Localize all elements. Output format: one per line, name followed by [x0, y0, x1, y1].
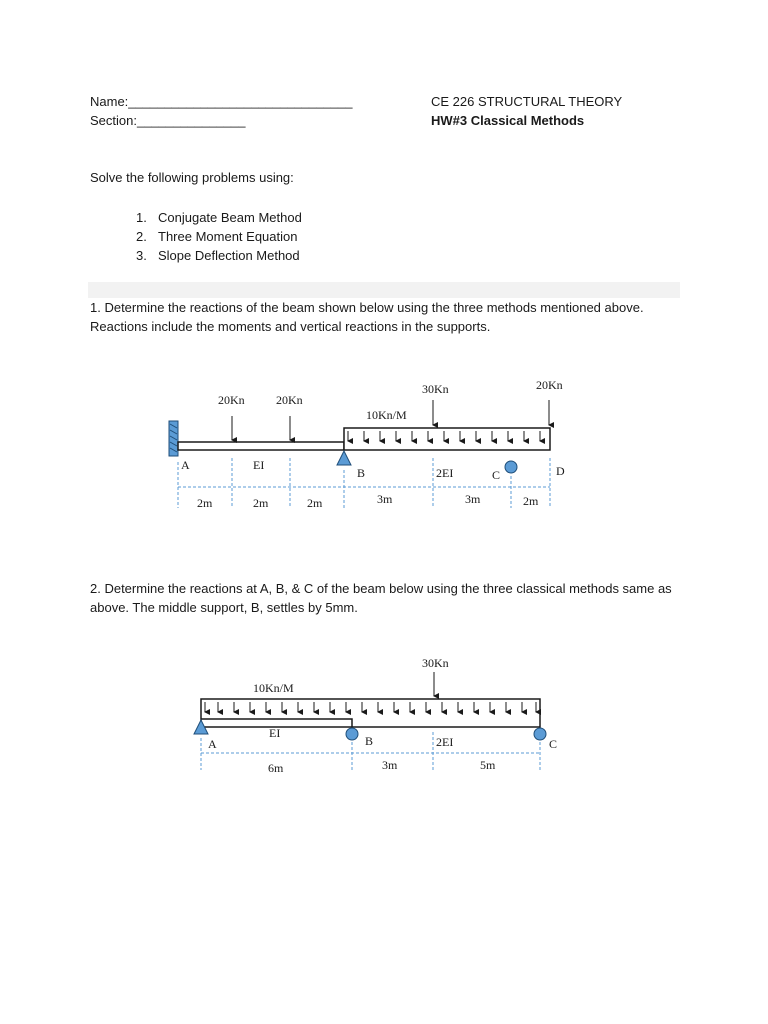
- load-label: 20Kn: [536, 378, 563, 392]
- roller-support-c-icon: [534, 728, 546, 740]
- roller-support-b-icon: [346, 728, 358, 740]
- span-label: 3m: [465, 492, 481, 506]
- problem2-text: 2. Determine the reactions at A, B, & C of the beam below using the three classical methods same as above. The middle support, B, settles by 5mm.: [90, 581, 672, 615]
- pin-support-b-icon: [337, 451, 351, 465]
- span-label: 2m: [253, 496, 269, 510]
- support-label-c: C: [492, 468, 501, 482]
- load-label: 30Kn: [422, 656, 449, 670]
- stiffness-label: 2EI: [436, 466, 454, 480]
- course-title: CE 226 STRUCTURAL THEORY: [431, 94, 623, 109]
- support-label-a: A: [181, 458, 190, 472]
- load-label: 20Kn: [276, 393, 303, 407]
- span-label: 2m: [523, 494, 539, 508]
- fixed-support-a-icon: [169, 421, 178, 456]
- roller-support-c-icon: [505, 461, 517, 473]
- list-item: 1. Conjugate Beam Method: [136, 210, 302, 225]
- problem1-diagram: [169, 378, 565, 510]
- load-label: 30Kn: [422, 382, 449, 396]
- section-field-label: Section:_______________: [90, 113, 246, 128]
- beam-segment-2ei: [344, 428, 550, 450]
- stiffness-label: 2EI: [436, 735, 454, 749]
- name-field-label: Name:_______________________________: [90, 94, 353, 109]
- list-item: 3. Slope Deflection Method: [136, 248, 300, 263]
- stiffness-label: EI: [269, 726, 281, 740]
- support-label-b: B: [357, 466, 366, 480]
- span-label: 5m: [480, 758, 496, 772]
- span-label: 2m: [307, 496, 323, 510]
- intro-text: Solve the following problems using:: [90, 170, 294, 185]
- list-item: 2. Three Moment Equation: [136, 229, 298, 244]
- support-label-d: D: [556, 464, 565, 478]
- support-label-a: A: [208, 737, 217, 751]
- load-label: 20Kn: [218, 393, 245, 407]
- support-label-b: B: [365, 734, 374, 748]
- problem2-diagram: [194, 656, 557, 775]
- span-label: 3m: [377, 492, 393, 506]
- beam-outline: [201, 699, 540, 727]
- support-label-c: C: [549, 737, 558, 751]
- stiffness-label: EI: [253, 458, 265, 472]
- distributed-load-label: 10Kn/M: [366, 408, 407, 422]
- beam-segment-ei: [178, 442, 344, 450]
- span-label: 6m: [268, 761, 284, 775]
- span-label: 3m: [382, 758, 398, 772]
- span-label: 2m: [197, 496, 213, 510]
- problem1-text: 1. Determine the reactions of the beam shown below using the three methods mentioned above. Reactions include the moments and vertical reactions in the supports.: [90, 300, 644, 334]
- distributed-load-label: 10Kn/M: [253, 681, 294, 695]
- homework-title: HW#3 Classical Methods: [431, 113, 585, 128]
